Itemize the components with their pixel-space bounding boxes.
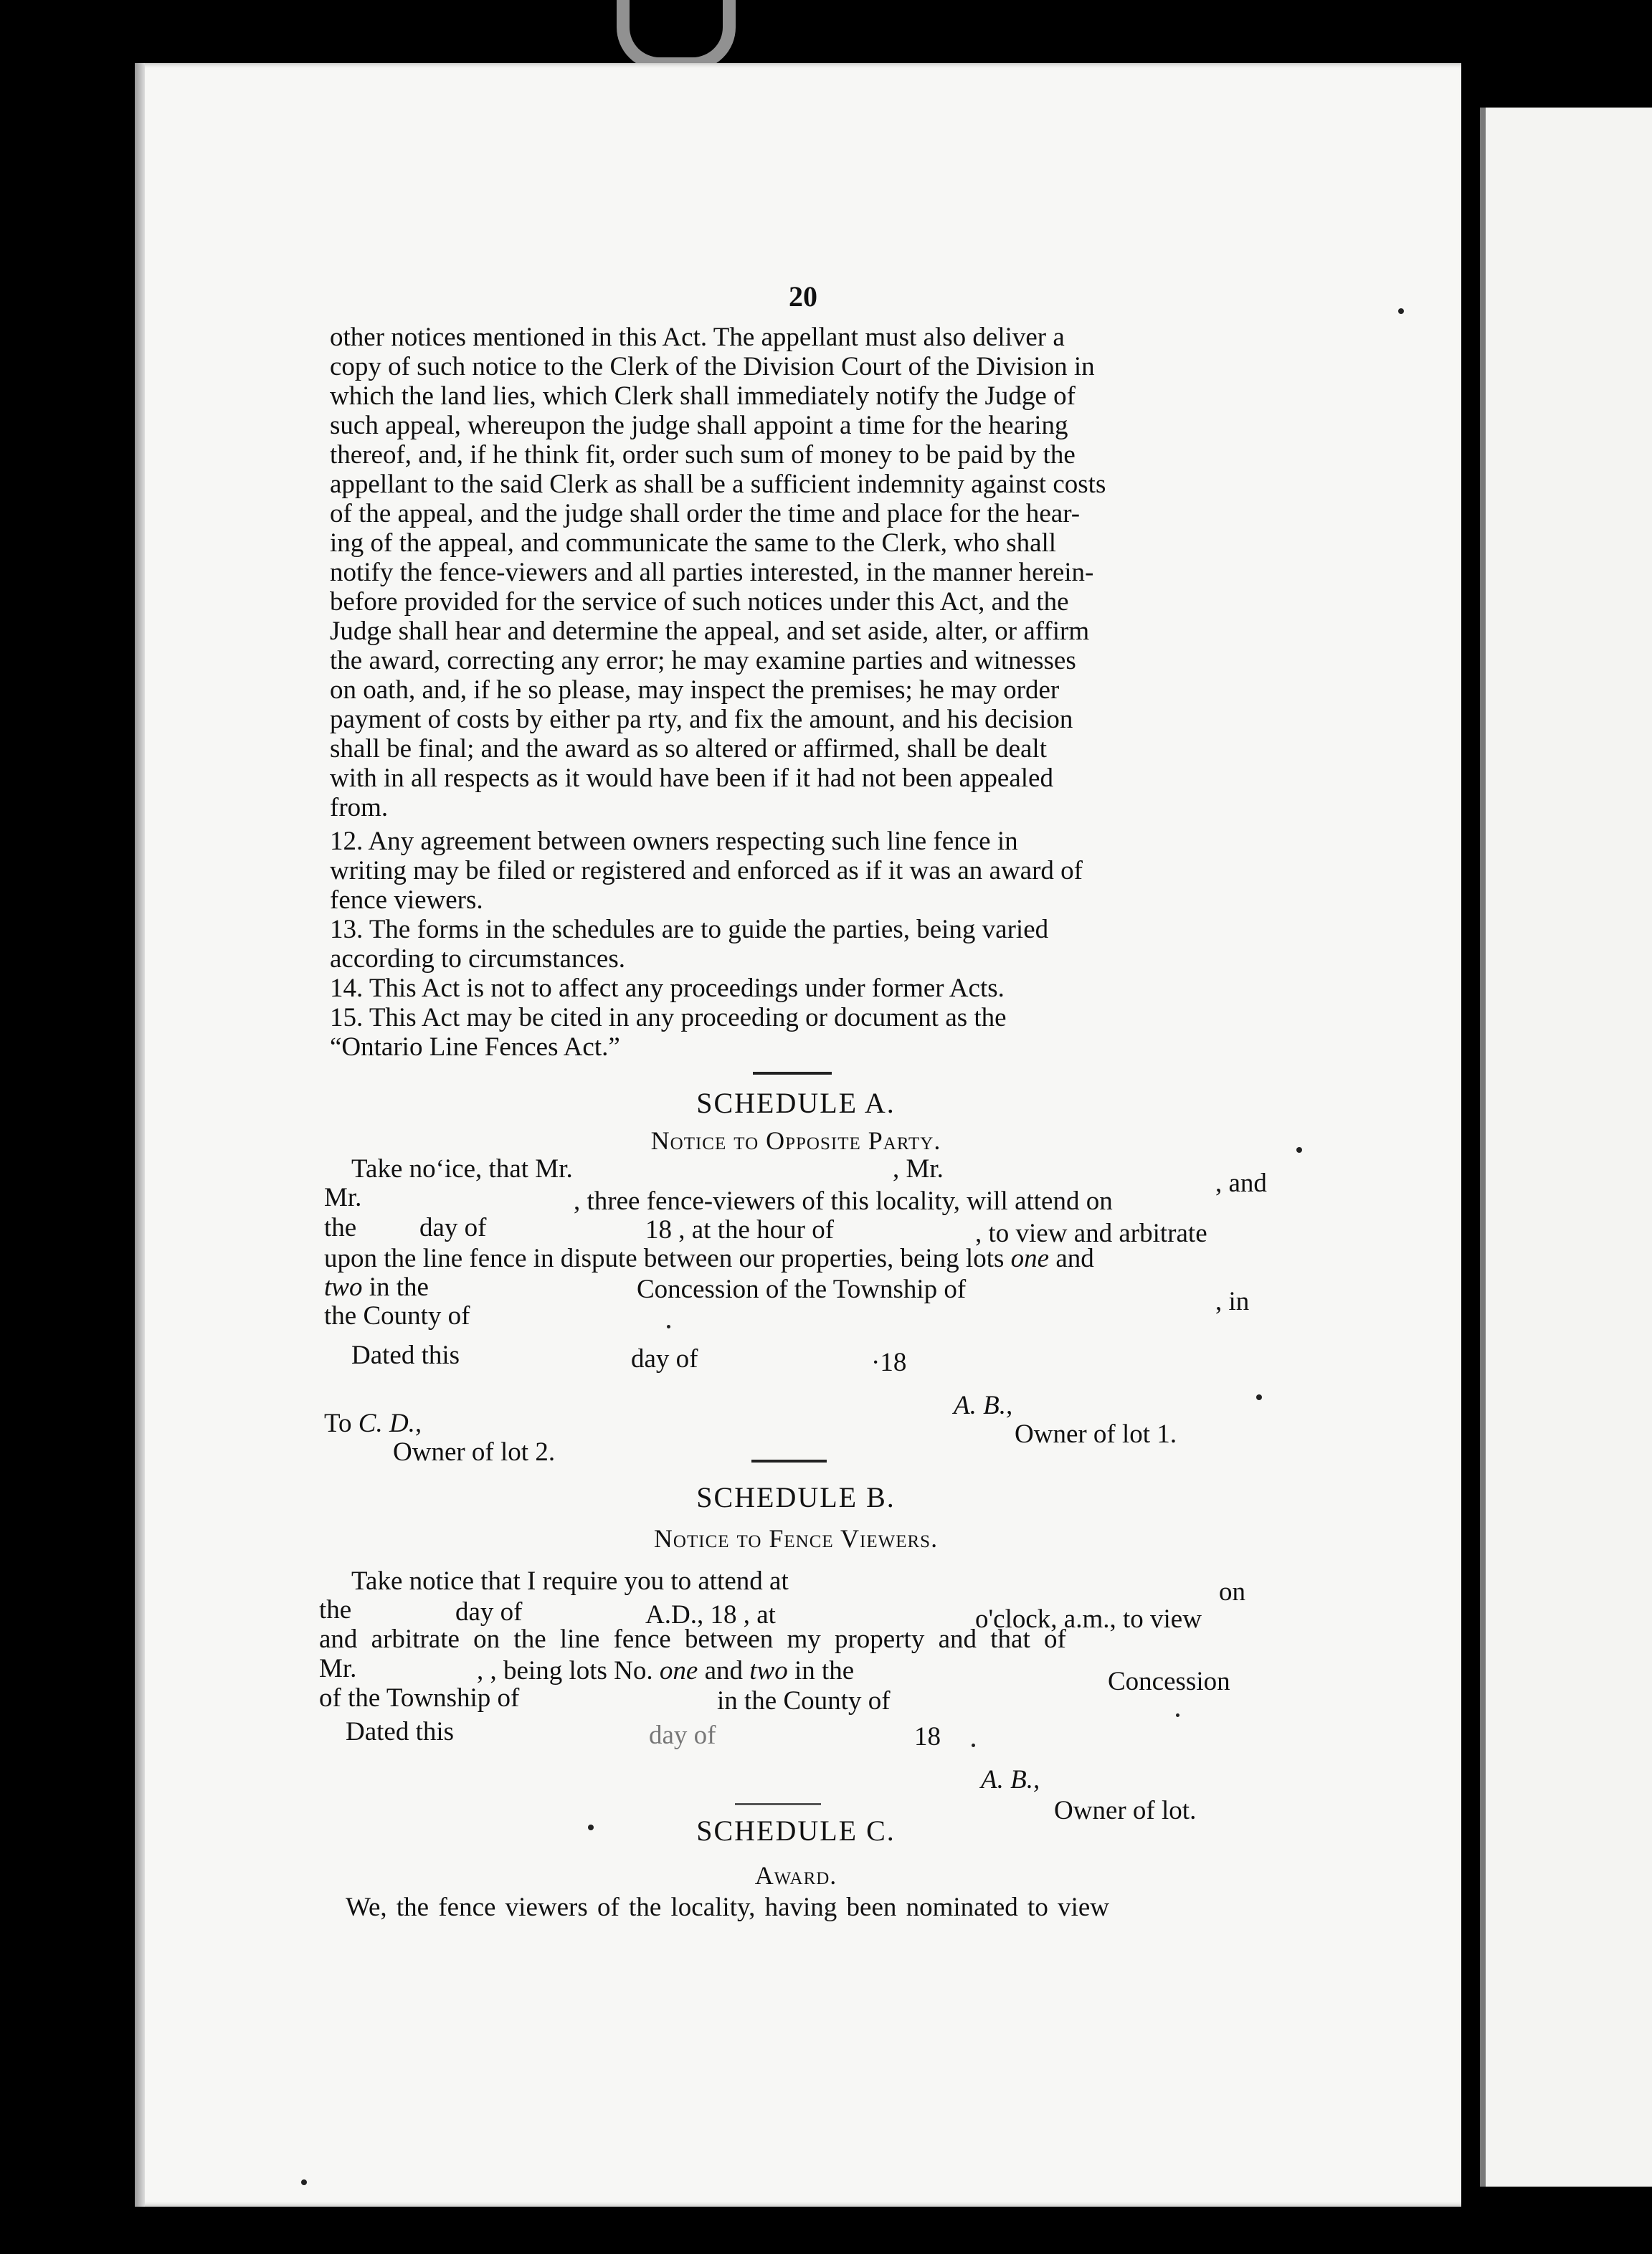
form-text: A.D., 18 , at xyxy=(645,1600,776,1630)
form-text: day of xyxy=(455,1597,523,1627)
body-line: appellant to the said Clerk as shall be a sufficient indemnity against costs xyxy=(330,470,1106,499)
ink-dot xyxy=(1398,308,1404,314)
form-line xyxy=(477,1656,854,1685)
form-text: o'clock, a.m., to view xyxy=(975,1604,1202,1634)
form-text: ·18 xyxy=(871,1348,907,1377)
ink-dot xyxy=(301,2179,307,2185)
form-line xyxy=(324,1244,1094,1273)
form-text: and xyxy=(1055,1244,1094,1273)
section-14-line: 14. This Act is not to affect any proceedings under former Acts. xyxy=(330,974,1005,1003)
form-text: Dated this xyxy=(346,1717,455,1746)
body-line: which the land lies, which Clerk shall immediately notify the Judge of xyxy=(330,381,1076,411)
form-line xyxy=(324,1273,429,1302)
form-text: Take notice that I require you to attend at xyxy=(351,1566,789,1596)
form-text: the xyxy=(324,1213,357,1242)
form-text: , Mr. xyxy=(893,1154,944,1184)
facing-page xyxy=(1486,108,1652,2187)
ink-dot xyxy=(972,1744,975,1747)
form-italic: two xyxy=(324,1273,363,1302)
ink-dot xyxy=(1176,1713,1179,1717)
form-text: , to view and arbitrate xyxy=(975,1219,1207,1248)
form-text: , and xyxy=(1215,1169,1267,1198)
signature: A. B., xyxy=(954,1391,1013,1420)
form-text: , , being lots No. xyxy=(477,1656,653,1685)
ink-dot xyxy=(1256,1394,1262,1400)
top-smudge xyxy=(617,0,736,70)
section-13-line: 13. The forms in the schedules are to guide the parties, being varied xyxy=(330,915,1049,944)
body-line: payment of costs by either pa rty, and fix the amount, and his decision xyxy=(330,705,1073,734)
form-text: Dated this xyxy=(351,1341,460,1370)
schedule-a-title: SCHEDULE A. xyxy=(696,1087,896,1119)
form-text: on xyxy=(1219,1577,1245,1607)
divider-rule xyxy=(735,1803,821,1805)
body-line: thereof, and, if he think fit, order such sum of money to be paid by the xyxy=(330,440,1076,470)
schedule-c-title: SCHEDULE C. xyxy=(696,1815,896,1847)
form-text: day of xyxy=(419,1213,487,1242)
addressee: C. D., xyxy=(358,1409,422,1438)
form-text: day of xyxy=(649,1721,716,1750)
form-text: 18 xyxy=(914,1722,941,1751)
form-text: Owner of lot 2. xyxy=(393,1437,556,1467)
form-text: , in xyxy=(1215,1287,1250,1316)
form-italic: one xyxy=(1010,1244,1050,1273)
form-text: Owner of lot 1. xyxy=(1015,1420,1177,1449)
ink-dot xyxy=(1296,1147,1302,1153)
schedule-b-subtitle: Notice to Fence Viewers. xyxy=(653,1524,939,1553)
form-italic: two xyxy=(749,1656,788,1685)
form-text: upon the line fence in dispute between our properties, being lots xyxy=(324,1244,1005,1273)
divider-rule xyxy=(753,1072,832,1075)
body-line: shall be final; and the award as so altered or affirmed, shall be dealt xyxy=(330,734,1047,764)
form-line xyxy=(324,1409,422,1438)
schedule-c-subtitle: Award. xyxy=(754,1861,837,1890)
form-text: Take no‘ice, that Mr. xyxy=(351,1154,573,1184)
page-number: 20 xyxy=(789,280,817,313)
page-binding-edge xyxy=(135,63,145,2207)
form-text: Concession xyxy=(1108,1667,1230,1696)
body-line: Judge shall hear and determine the appeal, and set aside, alter, or affirm xyxy=(330,617,1090,646)
form-italic: one xyxy=(659,1656,698,1685)
schedule-a-subtitle: Notice to Opposite Party. xyxy=(650,1126,941,1155)
body-line: the award, correcting any error; he may examine parties and witnesses xyxy=(330,646,1076,675)
form-text: and xyxy=(704,1656,744,1685)
form-text: , three fence-viewers of this locality, will attend on xyxy=(574,1187,1113,1216)
body-line: from. xyxy=(330,793,389,822)
section-15-line: “Ontario Line Fences Act.” xyxy=(330,1032,620,1062)
section-12-line: fence viewers. xyxy=(330,885,483,915)
form-text: Mr. xyxy=(319,1654,357,1683)
ink-dot xyxy=(667,1325,670,1328)
body-line: copy of such notice to the Clerk of the Division Court of the Division in xyxy=(330,352,1095,381)
form-text: in the County of xyxy=(717,1686,891,1716)
form-text: To xyxy=(324,1409,352,1438)
appeal-paragraph xyxy=(330,323,1262,1062)
form-text: of the Township of xyxy=(319,1683,520,1713)
form-text: day of xyxy=(631,1344,698,1374)
form-text: Concession of the Township of xyxy=(637,1275,967,1304)
body-line: of the appeal, and the judge shall order the time and place for the hear- xyxy=(330,499,1081,528)
form-text: the County of xyxy=(324,1301,470,1331)
ink-dot xyxy=(588,1825,594,1830)
form-text: Mr. xyxy=(324,1183,362,1212)
section-12-line: 12. Any agreement between owners respecting such line fence in xyxy=(330,827,1018,856)
form-text: 18 , at the hour of xyxy=(645,1215,835,1245)
section-13-line: according to circumstances. xyxy=(330,944,625,974)
form-text: We, the fence viewers of the locality, having been nominated to view xyxy=(346,1893,1110,1922)
form-text: and arbitrate on the line fence between my property and that of xyxy=(319,1625,1066,1654)
divider-rule xyxy=(751,1460,827,1463)
body-line: such appeal, whereupon the judge shall appoint a time for the hearing xyxy=(330,411,1068,440)
form-text: in the xyxy=(369,1273,429,1302)
form-text: Owner of lot. xyxy=(1054,1796,1197,1825)
schedule-b-title: SCHEDULE B. xyxy=(696,1481,896,1513)
section-12-line: writing may be filed or registered and enforced as if it was an award of xyxy=(330,856,1083,885)
body-line: with in all respects as it would have been if it had not been appealed xyxy=(330,764,1053,793)
form-text: in the xyxy=(794,1656,855,1685)
body-line: on oath, and, if he so please, may inspect the premises; he may order xyxy=(330,675,1060,705)
body-line: before provided for the service of such notices under this Act, and the xyxy=(330,587,1069,617)
section-15-line: 15. This Act may be cited in any proceeding or document as the xyxy=(330,1003,1007,1032)
signature: A. B., xyxy=(981,1765,1040,1794)
body-line: ing of the appeal, and communicate the same to the Clerk, who shall xyxy=(330,528,1057,558)
form-text: the xyxy=(319,1595,352,1625)
body-line: other notices mentioned in this Act. The appellant must also deliver a xyxy=(330,323,1065,352)
body-line: notify the fence-viewers and all parties interested, in the manner herein- xyxy=(330,558,1094,587)
